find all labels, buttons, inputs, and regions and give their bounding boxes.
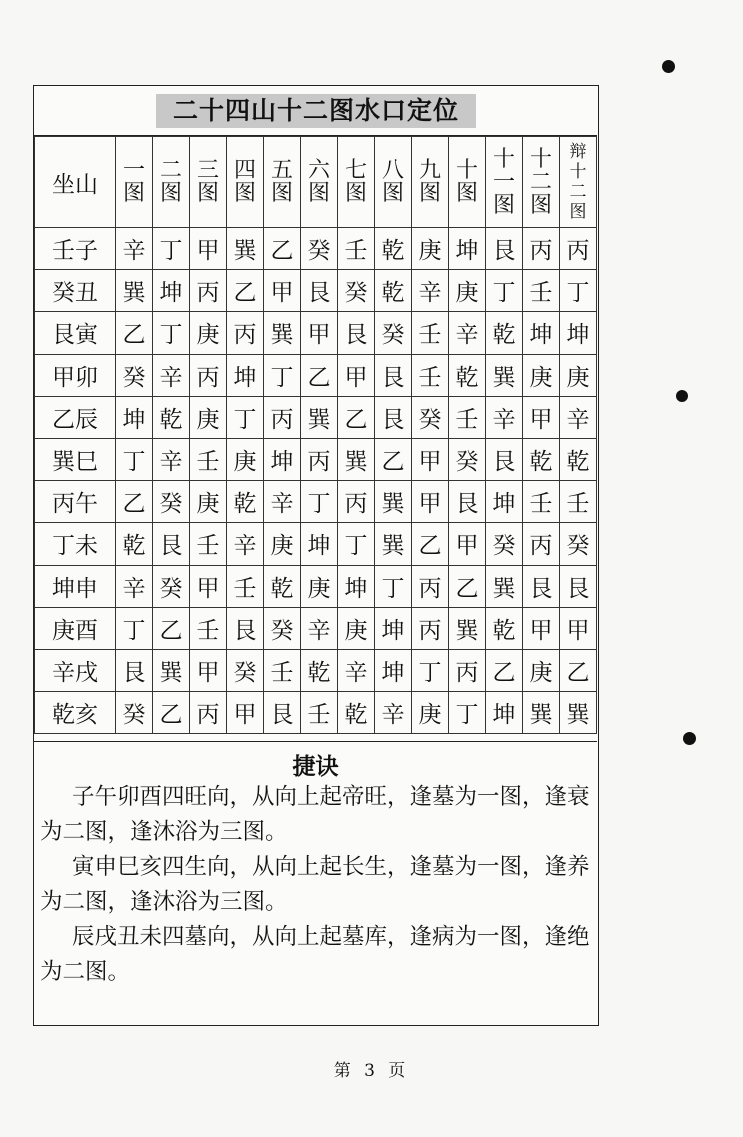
table-row <box>35 438 597 480</box>
table-cell: 丁 <box>412 649 449 691</box>
table-cell: 乙 <box>116 312 153 354</box>
table-cell: 艮 <box>486 228 523 270</box>
table-cell: 丙 <box>412 565 449 607</box>
table-cell: 艮 <box>560 565 597 607</box>
table-cell: 坤 <box>560 312 597 354</box>
table-cell: 庚 <box>190 481 227 523</box>
page-number: 第 3 页 <box>333 1061 410 1081</box>
notes-paragraph: 寅申巳亥四生向，从向上起长生，逢墓为一图，逢养为二图，逢沐浴为三图。 <box>40 854 590 915</box>
table-cell: 甲 <box>412 438 449 480</box>
table-cell: 壬 <box>227 565 264 607</box>
col-header: 十一图 <box>486 137 523 228</box>
table-cell: 庚 <box>190 396 227 438</box>
table-cell: 癸 <box>338 270 375 312</box>
table-cell: 乙 <box>153 692 190 734</box>
notes-paragraph: 子午卯酉四旺向，从向上起帝旺，逢墓为一图，逢衰为二图，逢沐浴为三图。 <box>40 784 590 845</box>
table-cell: 丁 <box>116 438 153 480</box>
binder-hole <box>683 732 696 745</box>
table-cell: 乾 <box>301 649 338 691</box>
table-cell: 辛 <box>264 481 301 523</box>
table-cell: 丁 <box>153 312 190 354</box>
table-cell: 乙 <box>449 565 486 607</box>
table-cell: 甲 <box>412 481 449 523</box>
table-cell: 甲 <box>560 607 597 649</box>
table-row <box>35 607 597 649</box>
row-label: 巽巳 <box>35 438 116 480</box>
table-cell: 丙 <box>227 312 264 354</box>
table-cell: 壬 <box>560 481 597 523</box>
table-cell: 癸 <box>116 354 153 396</box>
notes-section <box>34 741 597 1023</box>
table-cell: 丁 <box>486 270 523 312</box>
col-header: 十图 <box>449 137 486 228</box>
table-cell: 坤 <box>338 565 375 607</box>
col-header: 四图 <box>227 137 264 228</box>
notes-heading: 捷诀 <box>292 754 339 780</box>
table-cell: 巽 <box>301 396 338 438</box>
table-cell: 丙 <box>264 396 301 438</box>
table-cell: 壬 <box>523 481 560 523</box>
table-cell: 艮 <box>116 649 153 691</box>
table-cell: 庚 <box>227 438 264 480</box>
table-cell: 甲 <box>523 396 560 438</box>
table-cell: 乾 <box>560 438 597 480</box>
table-cell: 乙 <box>227 270 264 312</box>
table-cell: 辛 <box>116 565 153 607</box>
table-cell: 癸 <box>153 565 190 607</box>
row-label: 甲卯 <box>35 354 116 396</box>
table-cell: 壬 <box>449 396 486 438</box>
table-row <box>35 270 597 312</box>
table-cell: 壬 <box>301 692 338 734</box>
table-cell: 坤 <box>264 438 301 480</box>
table-cell: 乙 <box>338 396 375 438</box>
table-cell: 庚 <box>264 523 301 565</box>
table-cell: 丙 <box>449 649 486 691</box>
col-header: 八图 <box>375 137 412 228</box>
table-cell: 辛 <box>486 396 523 438</box>
table-cell: 艮 <box>375 396 412 438</box>
table-cell: 庚 <box>190 312 227 354</box>
table-cell: 甲 <box>190 228 227 270</box>
table-cell: 乾 <box>264 565 301 607</box>
table-cell: 癸 <box>116 692 153 734</box>
table-cell: 巽 <box>560 692 597 734</box>
table-cell: 巽 <box>486 565 523 607</box>
table-cell: 乾 <box>338 692 375 734</box>
table-cell: 丙 <box>190 692 227 734</box>
table-cell: 艮 <box>227 607 264 649</box>
table-cell: 丙 <box>190 270 227 312</box>
header-row <box>35 137 597 228</box>
table-cell: 丁 <box>449 692 486 734</box>
table-cell: 庚 <box>412 692 449 734</box>
table-cell: 巽 <box>375 481 412 523</box>
table-cell: 坤 <box>375 649 412 691</box>
corner-header: 坐山 <box>35 137 116 228</box>
table-cell: 庚 <box>449 270 486 312</box>
table-cell: 庚 <box>523 649 560 691</box>
table-cell: 癸 <box>153 481 190 523</box>
table-cell: 巽 <box>227 228 264 270</box>
table-cell: 乾 <box>227 481 264 523</box>
table-cell: 坤 <box>227 354 264 396</box>
table-cell: 辛 <box>301 607 338 649</box>
table-body <box>35 228 597 734</box>
table-cell: 癸 <box>412 396 449 438</box>
table-cell: 甲 <box>264 270 301 312</box>
table-cell: 坤 <box>449 228 486 270</box>
table-cell: 甲 <box>449 523 486 565</box>
table-cell: 甲 <box>190 565 227 607</box>
col-header: 六图 <box>301 137 338 228</box>
table-cell: 坤 <box>153 270 190 312</box>
table-cell: 丙 <box>560 228 597 270</box>
row-label: 丙午 <box>35 481 116 523</box>
table-cell: 壬 <box>523 270 560 312</box>
binder-hole <box>662 60 675 73</box>
table-cell: 辛 <box>412 270 449 312</box>
table-cell: 丙 <box>338 481 375 523</box>
col-header: 十二图 <box>523 137 560 228</box>
table-cell: 癸 <box>264 607 301 649</box>
document-title: 二十四山十二图水口定位 <box>156 94 476 128</box>
table-cell: 坤 <box>486 481 523 523</box>
table-cell: 坤 <box>375 607 412 649</box>
table-cell: 乙 <box>116 481 153 523</box>
row-label: 癸丑 <box>35 270 116 312</box>
row-label: 艮寅 <box>35 312 116 354</box>
table-cell: 乙 <box>375 438 412 480</box>
table-cell: 辛 <box>116 228 153 270</box>
table-cell: 甲 <box>338 354 375 396</box>
table-cell: 乾 <box>116 523 153 565</box>
table-cell: 巽 <box>449 607 486 649</box>
table-cell: 癸 <box>560 523 597 565</box>
table-cell: 乙 <box>153 607 190 649</box>
col-header: 九图 <box>412 137 449 228</box>
document-frame <box>33 85 599 1026</box>
table-cell: 丁 <box>338 523 375 565</box>
table-cell: 乙 <box>301 354 338 396</box>
row-label: 丁未 <box>35 523 116 565</box>
table-row <box>35 565 597 607</box>
table-cell: 庚 <box>301 565 338 607</box>
table-cell: 艮 <box>301 270 338 312</box>
table-cell: 庚 <box>338 607 375 649</box>
table-cell: 壬 <box>190 438 227 480</box>
table-cell: 丁 <box>227 396 264 438</box>
table-cell: 甲 <box>227 692 264 734</box>
col-header: 一图 <box>116 137 153 228</box>
table-row <box>35 228 597 270</box>
table-row <box>35 481 597 523</box>
table-cell: 壬 <box>190 607 227 649</box>
table-cell: 坤 <box>116 396 153 438</box>
table-cell: 艮 <box>375 354 412 396</box>
table-row <box>35 649 597 691</box>
table-cell: 甲 <box>190 649 227 691</box>
table-cell: 辛 <box>153 354 190 396</box>
table-cell: 癸 <box>227 649 264 691</box>
table-cell: 艮 <box>153 523 190 565</box>
table-cell: 丙 <box>190 354 227 396</box>
table-cell: 乙 <box>560 649 597 691</box>
table-cell: 乾 <box>375 228 412 270</box>
table-cell: 乙 <box>486 649 523 691</box>
table-cell: 壬 <box>338 228 375 270</box>
table-cell: 丙 <box>523 228 560 270</box>
table-cell: 巽 <box>153 649 190 691</box>
row-label: 乾亥 <box>35 692 116 734</box>
table-cell: 丙 <box>523 523 560 565</box>
table-row <box>35 312 597 354</box>
table-cell: 丙 <box>301 438 338 480</box>
table-row <box>35 523 597 565</box>
table-cell: 辛 <box>338 649 375 691</box>
col-header: 五图 <box>264 137 301 228</box>
table-cell: 辛 <box>449 312 486 354</box>
table-cell: 乙 <box>412 523 449 565</box>
table-cell: 辛 <box>153 438 190 480</box>
table-cell: 癸 <box>301 228 338 270</box>
col-header: 三图 <box>190 137 227 228</box>
table-cell: 艮 <box>523 565 560 607</box>
table-cell: 丁 <box>375 565 412 607</box>
table-cell: 巽 <box>264 312 301 354</box>
table-cell: 巽 <box>375 523 412 565</box>
table-cell: 丁 <box>560 270 597 312</box>
row-label: 辛戌 <box>35 649 116 691</box>
table-cell: 艮 <box>449 481 486 523</box>
title-row <box>34 86 597 136</box>
table-cell: 艮 <box>264 692 301 734</box>
table-cell: 乾 <box>486 312 523 354</box>
table-cell: 壬 <box>412 354 449 396</box>
table-cell: 乾 <box>153 396 190 438</box>
table-cell: 乾 <box>523 438 560 480</box>
table-cell: 癸 <box>375 312 412 354</box>
table-cell: 辛 <box>375 692 412 734</box>
table-cell: 壬 <box>412 312 449 354</box>
table-cell: 乙 <box>264 228 301 270</box>
table-cell: 丁 <box>301 481 338 523</box>
table-cell: 庚 <box>523 354 560 396</box>
table-cell: 坤 <box>301 523 338 565</box>
water-outlet-table <box>34 136 597 734</box>
table-cell: 乾 <box>375 270 412 312</box>
table-cell: 丁 <box>116 607 153 649</box>
table-row <box>35 692 597 734</box>
binder-hole <box>676 390 688 402</box>
row-label: 庚酉 <box>35 607 116 649</box>
table-cell: 甲 <box>523 607 560 649</box>
table-cell: 丁 <box>153 228 190 270</box>
table-cell: 乾 <box>449 354 486 396</box>
table-cell: 乾 <box>486 607 523 649</box>
table-cell: 巽 <box>116 270 153 312</box>
table-cell: 巽 <box>338 438 375 480</box>
table-cell: 艮 <box>338 312 375 354</box>
table-cell: 壬 <box>190 523 227 565</box>
table-row <box>35 354 597 396</box>
table-cell: 癸 <box>449 438 486 480</box>
table-cell: 巽 <box>486 354 523 396</box>
table-cell: 丁 <box>264 354 301 396</box>
table-cell: 辛 <box>227 523 264 565</box>
col-header: 二图 <box>153 137 190 228</box>
table-cell: 巽 <box>523 692 560 734</box>
table-cell: 坤 <box>486 692 523 734</box>
col-header: 辩十二图 <box>560 137 597 228</box>
table-cell: 庚 <box>560 354 597 396</box>
table-cell: 坤 <box>523 312 560 354</box>
table-cell: 壬 <box>264 649 301 691</box>
row-label: 乙辰 <box>35 396 116 438</box>
table-cell: 丙 <box>412 607 449 649</box>
row-label: 坤申 <box>35 565 116 607</box>
table-cell: 甲 <box>301 312 338 354</box>
row-label: 壬子 <box>35 228 116 270</box>
table-cell: 艮 <box>486 438 523 480</box>
table-row <box>35 396 597 438</box>
notes-paragraph: 辰戌丑未四墓向，从向上起墓库，逢病为一图，逢绝为二图。 <box>40 924 590 985</box>
col-header: 七图 <box>338 137 375 228</box>
table-cell: 辛 <box>560 396 597 438</box>
table-cell: 庚 <box>412 228 449 270</box>
table-cell: 癸 <box>486 523 523 565</box>
